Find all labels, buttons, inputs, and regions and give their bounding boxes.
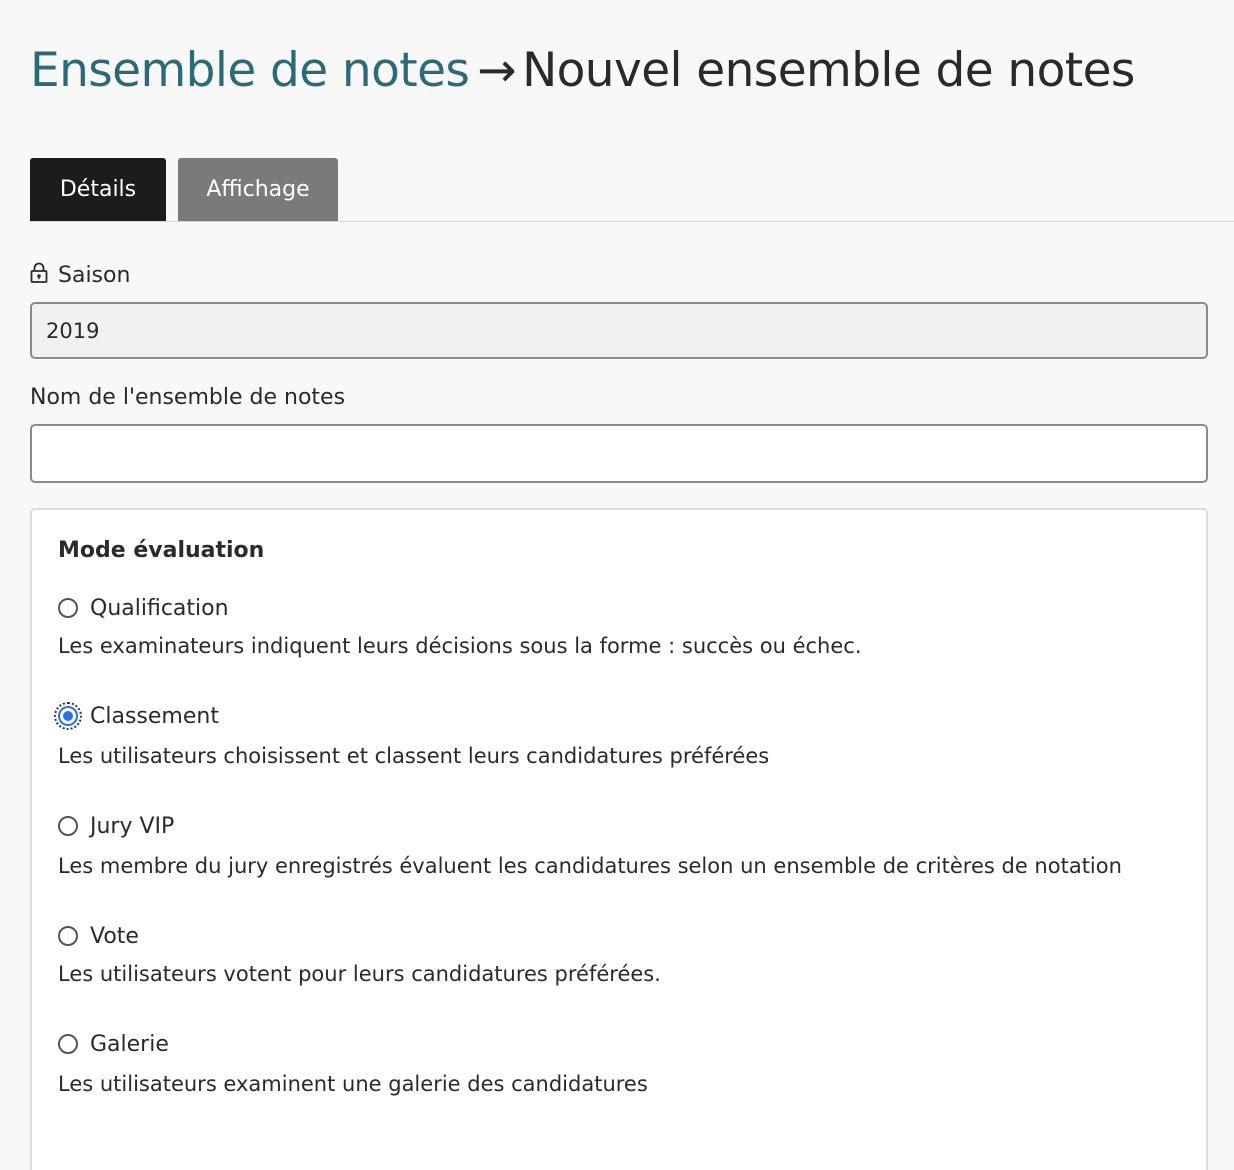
option-gallery [58,1028,1178,1096]
option-vip-jury [58,810,1178,878]
option-vote [58,920,1178,986]
radio-vip-jury[interactable] [58,816,78,836]
radio-gallery[interactable] [58,1034,78,1054]
option-qualification [58,592,1178,658]
season-label-text: Saison [58,263,131,288]
lock-icon [30,262,48,284]
option-label: Qualification [90,595,229,621]
season-label [30,262,130,288]
radio-ranking[interactable] [58,706,78,726]
evaluation-mode-legend: Mode évaluation [58,538,265,563]
option-vip-jury-row[interactable] [58,810,1178,842]
option-qualification-row[interactable] [58,592,1178,624]
tab-details[interactable]: Détails [30,158,166,221]
page-title [30,38,1135,104]
option-label: Galerie [90,1031,169,1057]
option-gallery-row[interactable] [58,1028,1178,1060]
season-input[interactable] [30,302,1208,359]
option-description: Les examinateurs indiquent leurs décisions sous la forme : succès ou échec. [58,634,862,658]
option-description: Les utilisateurs choisissent et classent leurs candidatures préférées [58,744,770,768]
option-label: Jury VIP [90,813,175,839]
breadcrumb-parent-link[interactable]: Ensemble de notes [30,43,470,98]
option-label: Vote [90,923,139,949]
option-vote-row[interactable] [58,920,1178,952]
option-description: Les utilisateurs examinent une galerie des candidatures [58,1072,648,1096]
name-input[interactable] [30,424,1208,483]
breadcrumb-current: Nouvel ensemble de notes [522,43,1135,98]
option-description: Les membre du jury enregistrés évaluent les candidatures selon un ensemble de critères de notation [58,854,1122,878]
name-field-label: Nom de l'ensemble de notes [30,385,346,410]
option-label: Classement [90,703,219,729]
radio-qualification[interactable] [58,598,78,618]
option-ranking [58,700,1178,768]
radio-vote[interactable] [58,926,78,946]
breadcrumb-arrow-icon: → [477,43,517,98]
tab-bar [30,158,1234,222]
option-ranking-row[interactable] [58,700,1178,732]
evaluation-mode-fieldset [30,508,1208,1170]
option-description: Les utilisateurs votent pour leurs candidatures préférées. [58,962,661,986]
tab-display[interactable]: Affichage [178,158,338,221]
